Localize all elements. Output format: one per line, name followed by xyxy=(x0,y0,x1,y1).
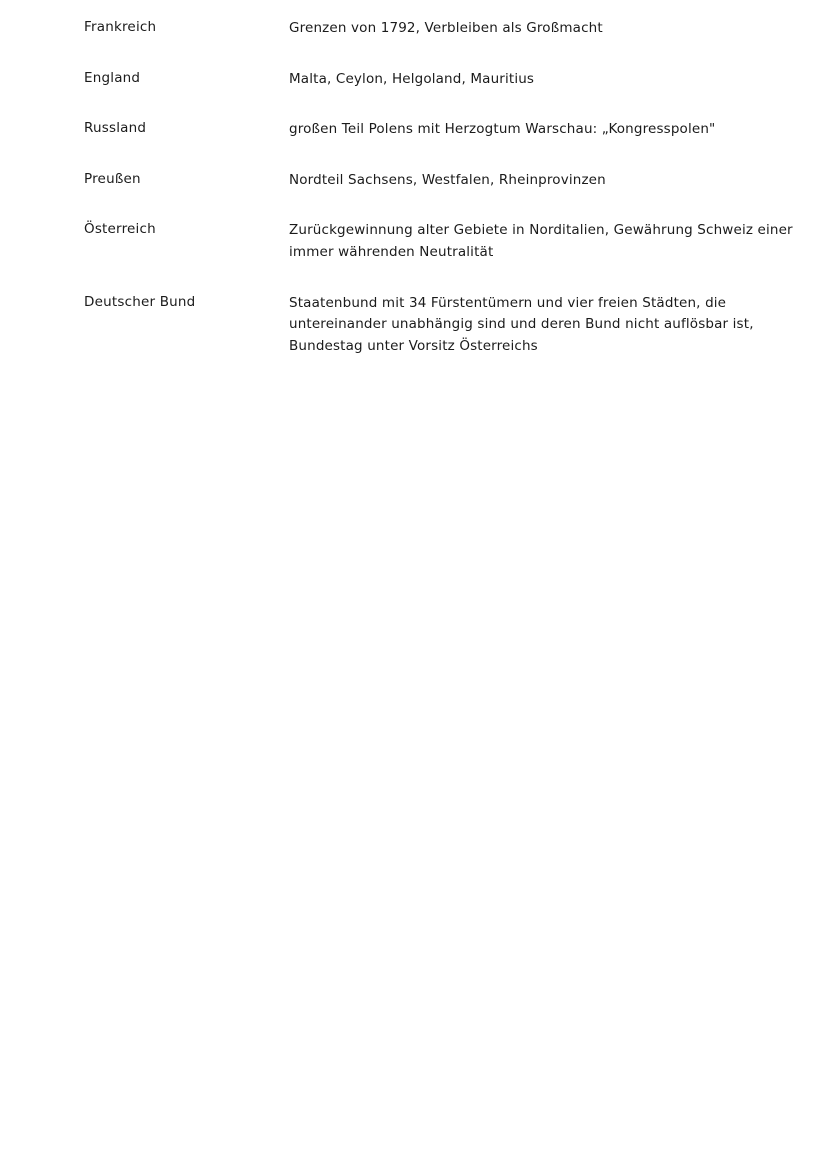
description-cell xyxy=(289,170,814,221)
entry-description: Staatenbund mit 34 Fürstentümern und vier freien Städten, die untereinander unabhängig sind und deren Bund nicht auflösbar ist, Bundestag unter Vorsitz Österreichs xyxy=(289,294,754,354)
term-cell xyxy=(84,220,289,292)
entry-description: Grenzen von 1792, Verbleiben als Großmacht xyxy=(289,20,603,36)
description-cell xyxy=(289,293,814,387)
term-cell xyxy=(84,293,289,387)
entry-description: Malta, Ceylon, Helgoland, Mauritius xyxy=(289,70,535,87)
entry-description: Zurückgewinnung alter Gebiete in Norditalien, Gewährung Schweiz einer immer währenden Neutralität xyxy=(289,222,793,260)
entry-term: Deutscher Bund xyxy=(84,293,196,310)
entry-description: Nordteil Sachsens, Westfalen, Rheinprovinzen xyxy=(289,171,606,188)
entry-term: Preußen xyxy=(84,170,141,187)
term-cell xyxy=(84,170,289,221)
entry-term: Österreich xyxy=(84,221,156,238)
entry-term: Frankreich xyxy=(84,19,157,35)
table-row xyxy=(84,18,814,69)
description-cell xyxy=(289,18,814,69)
term-cell xyxy=(84,69,289,120)
entries-table xyxy=(84,18,814,386)
table-row xyxy=(84,119,814,170)
entry-description: großen Teil Polens mit Herzogtum Warschau: „Kongresspolen" xyxy=(289,121,716,138)
entry-term: Russland xyxy=(84,120,147,137)
entries-table-body xyxy=(84,18,814,386)
table-row xyxy=(84,293,814,387)
description-cell xyxy=(289,69,814,120)
term-cell xyxy=(84,119,289,170)
table-row xyxy=(84,69,814,120)
term-cell xyxy=(84,18,289,69)
table-row xyxy=(84,220,814,292)
description-cell xyxy=(289,119,814,170)
entry-term: England xyxy=(84,69,141,86)
table-row xyxy=(84,170,814,221)
description-cell xyxy=(289,220,814,292)
